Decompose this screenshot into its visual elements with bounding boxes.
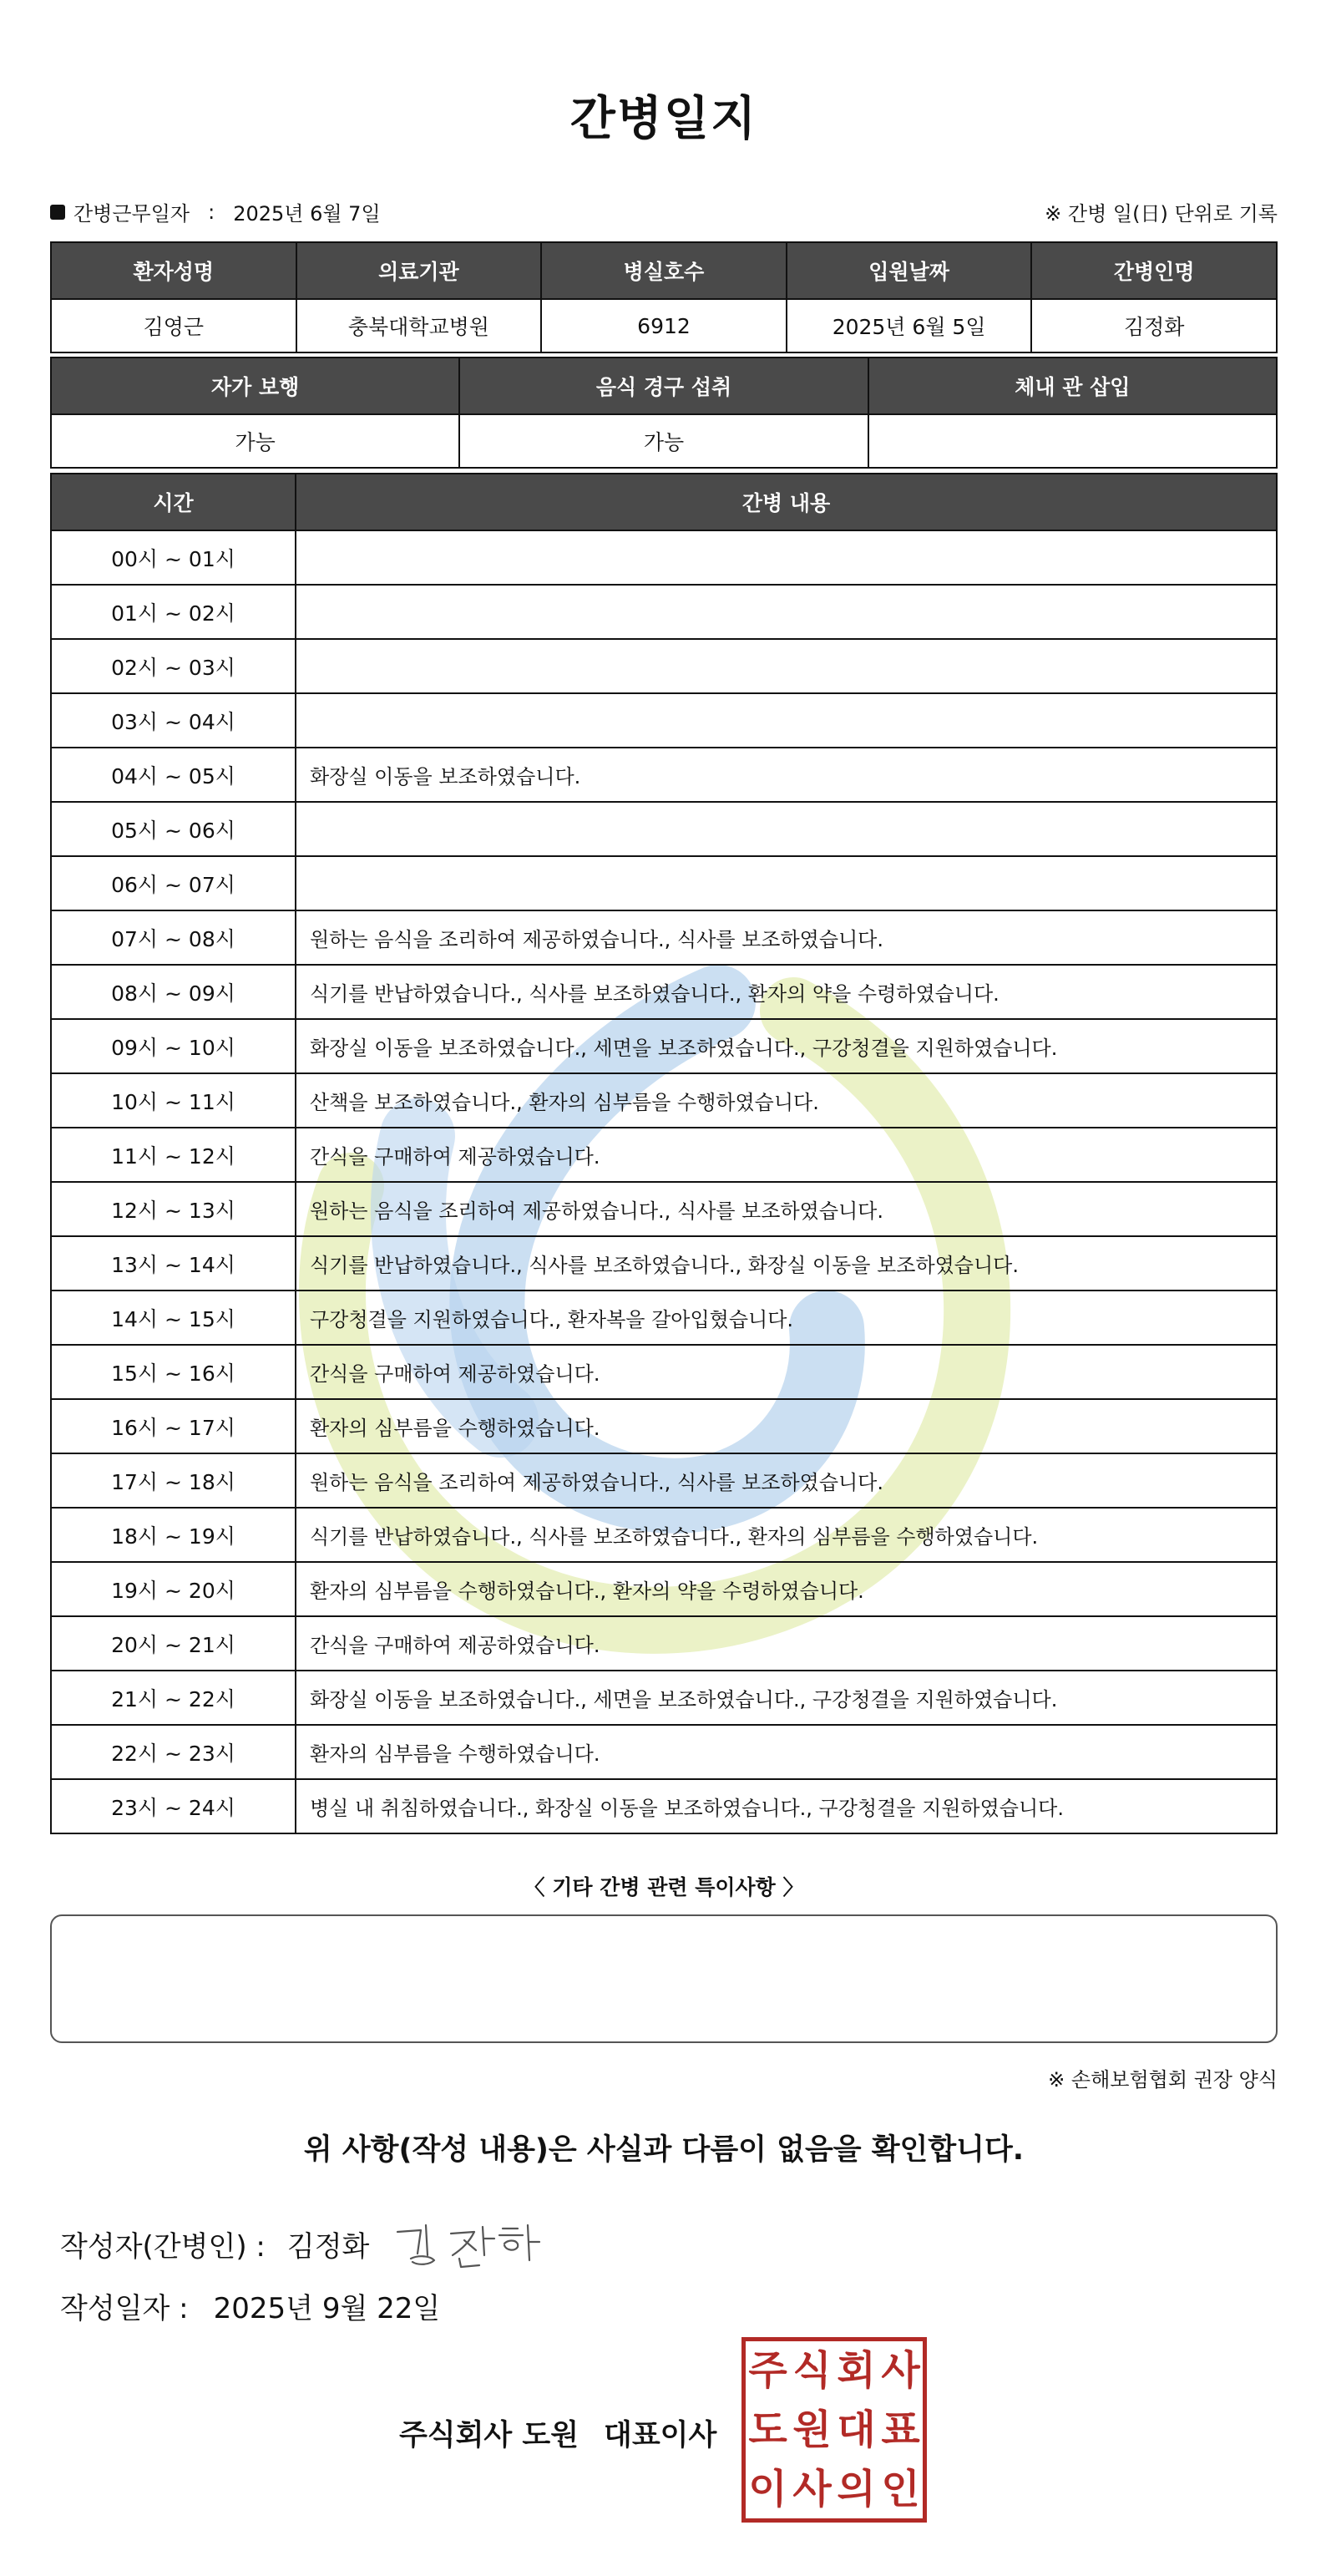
company-seal — [741, 2337, 927, 2523]
time-slot: 05시 ~ 06시 — [51, 802, 296, 856]
table-row — [51, 1671, 1277, 1725]
header-self-walking: 자가 보행 — [51, 357, 459, 414]
writer-label: 작성자(간병인) : — [60, 2229, 266, 2264]
care-date-colon: : — [208, 200, 215, 224]
time-slot: 12시 ~ 13시 — [51, 1182, 296, 1236]
care-content: 식기를 반납하였습니다., 식사를 보조하였습니다., 화장실 이동을 보조하였습니다. — [296, 1236, 1277, 1291]
care-content — [296, 639, 1277, 693]
company-rep-title: 대표이사 — [604, 2419, 717, 2452]
time-slot: 14시 ~ 15시 — [51, 1291, 296, 1345]
time-slot: 10시 ~ 11시 — [51, 1073, 296, 1128]
header-time: 시간 — [51, 474, 296, 530]
header-hospital: 의료기관 — [296, 242, 542, 299]
care-content: 식기를 반납하였습니다., 식사를 보조하였습니다., 환자의 심부름을 수행하였습니다. — [296, 1508, 1277, 1562]
table-row — [51, 1508, 1277, 1562]
seal-character: 이 — [748, 2465, 787, 2513]
written-date-line — [60, 2285, 440, 2326]
care-content: 간식을 구매하여 제공하였습니다. — [296, 1128, 1277, 1182]
table-row — [51, 1345, 1277, 1399]
table-row — [51, 639, 1277, 693]
self-walking-value: 가능 — [51, 414, 459, 468]
table-row — [51, 802, 1277, 856]
notes-heading: 〈 기타 간병 관련 특이사항 〉 — [524, 1875, 804, 1899]
table-row — [51, 965, 1277, 1019]
time-slot: 16시 ~ 17시 — [51, 1399, 296, 1453]
table-row — [51, 1128, 1277, 1182]
table-row — [51, 1236, 1277, 1291]
care-content — [296, 530, 1277, 585]
time-slot: 18시 ~ 19시 — [51, 1508, 296, 1562]
table-row — [51, 1073, 1277, 1128]
company-line — [399, 2412, 716, 2454]
care-date-label: 간병근무일자 — [73, 202, 190, 226]
time-slot: 20시 ~ 21시 — [51, 1616, 296, 1671]
header-patient-name: 환자성명 — [51, 242, 296, 299]
care-content: 원하는 음식을 조리하여 제공하였습니다., 식사를 보조하였습니다. — [296, 1453, 1277, 1508]
care-content: 환자의 심부름을 수행하였습니다., 환자의 약을 수령하였습니다. — [296, 1562, 1277, 1616]
table-row — [51, 1779, 1277, 1833]
table-row — [51, 1725, 1277, 1779]
caregiver-name: 김정화 — [1031, 299, 1277, 352]
tube-insertion-value — [868, 414, 1277, 468]
care-content — [296, 585, 1277, 639]
time-slot: 02시 ~ 03시 — [51, 639, 296, 693]
time-slot: 07시 ~ 08시 — [51, 910, 296, 965]
care-content: 화장실 이동을 보조하였습니다., 세면을 보조하였습니다., 구강청결을 지원하였습니다. — [296, 1671, 1277, 1725]
company-name: 주식회사 도원 — [399, 2419, 579, 2452]
table-row — [51, 1291, 1277, 1345]
table-row — [51, 910, 1277, 965]
time-slot: 23시 ~ 24시 — [51, 1779, 296, 1833]
writer-name: 김정화 — [286, 2229, 370, 2264]
seal-character: 사 — [881, 2347, 920, 2395]
handwritten-signature — [392, 2217, 551, 2270]
care-content: 간식을 구매하여 제공하였습니다. — [296, 1616, 1277, 1671]
time-slot: 19시 ~ 20시 — [51, 1562, 296, 1616]
time-slot: 06시 ~ 07시 — [51, 856, 296, 910]
meta-row — [50, 197, 1278, 227]
care-content: 화장실 이동을 보조하였습니다., 세면을 보조하였습니다., 구강청결을 지원하였습니다. — [296, 1019, 1277, 1073]
room-number: 6912 — [541, 299, 787, 352]
care-content: 원하는 음식을 조리하여 제공하였습니다., 식사를 보조하였습니다. — [296, 1182, 1277, 1236]
care-content: 구강청결을 지원하였습니다., 환자복을 갈아입혔습니다. — [296, 1291, 1277, 1345]
seal-character: 도 — [748, 2406, 787, 2453]
seal-character: 식 — [792, 2347, 832, 2395]
header-tube-insertion: 체내 관 삽입 — [868, 357, 1277, 414]
oral-intake-value: 가능 — [459, 414, 868, 468]
written-date-label: 작성일자 : — [60, 2292, 189, 2325]
table-row — [51, 585, 1277, 639]
seal-character: 대 — [837, 2406, 876, 2453]
care-content: 병실 내 취침하였습니다., 화장실 이동을 보조하였습니다., 구강청결을 지원하였습니다. — [296, 1779, 1277, 1833]
patient-status-table — [50, 357, 1278, 469]
header-care-content: 간병 내용 — [296, 474, 1277, 530]
square-bullet-icon — [50, 205, 65, 220]
seal-character: 의 — [837, 2465, 876, 2513]
patient-name: 김영근 — [51, 299, 296, 352]
care-content: 환자의 심부름을 수행하였습니다. — [296, 1399, 1277, 1453]
care-content: 산책을 보조하였습니다., 환자의 심부름을 수행하였습니다. — [296, 1073, 1277, 1128]
time-slot: 15시 ~ 16시 — [51, 1345, 296, 1399]
care-content — [296, 802, 1277, 856]
table-row — [51, 693, 1277, 748]
form-note: ※ 손해보험협회 권장 양식 — [1048, 2068, 1278, 2092]
notes-box — [50, 1914, 1278, 2043]
time-slot: 17시 ~ 18시 — [51, 1453, 296, 1508]
care-content: 원하는 음식을 조리하여 제공하였습니다., 식사를 보조하였습니다. — [296, 910, 1277, 965]
time-slot: 04시 ~ 05시 — [51, 748, 296, 802]
care-content — [296, 693, 1277, 748]
table-row — [51, 530, 1277, 585]
seal-character: 원 — [792, 2406, 832, 2453]
time-slot: 09시 ~ 10시 — [51, 1019, 296, 1073]
table-row — [51, 1453, 1277, 1508]
unit-note: ※ 간병 일(日) 단위로 기록 — [1045, 202, 1278, 226]
time-slot: 03시 ~ 04시 — [51, 693, 296, 748]
seal-character: 사 — [792, 2465, 832, 2513]
table-row — [51, 1182, 1277, 1236]
time-slot: 22시 ~ 23시 — [51, 1725, 296, 1779]
care-content — [296, 856, 1277, 910]
seal-character: 주 — [748, 2347, 787, 2395]
written-date-value: 2025년 9월 22일 — [213, 2292, 441, 2325]
care-content: 환자의 심부름을 수행하였습니다. — [296, 1725, 1277, 1779]
header-admission-date: 입원날짜 — [787, 242, 1032, 299]
document-title: 간병일지 — [569, 92, 758, 146]
care-content: 식기를 반납하였습니다., 식사를 보조하였습니다., 환자의 약을 수령하였습니다. — [296, 965, 1277, 1019]
header-oral-intake: 음식 경구 섭취 — [459, 357, 868, 414]
table-row — [51, 1616, 1277, 1671]
care-content: 간식을 구매하여 제공하였습니다. — [296, 1345, 1277, 1399]
seal-character: 표 — [881, 2406, 920, 2453]
time-slot: 01시 ~ 02시 — [51, 585, 296, 639]
care-date-value: 2025년 6월 7일 — [233, 202, 381, 226]
seal-character: 인 — [881, 2465, 920, 2513]
patient-info-table — [50, 241, 1278, 353]
table-row — [51, 1399, 1277, 1453]
confirmation-statement: 위 사항(작성 내용)은 사실과 다름이 없음을 확인합니다. — [303, 2133, 1025, 2167]
table-row — [51, 1019, 1277, 1073]
header-caregiver-name: 간병인명 — [1031, 242, 1277, 299]
time-slot: 21시 ~ 22시 — [51, 1671, 296, 1725]
table-row — [51, 856, 1277, 910]
time-slot: 00시 ~ 01시 — [51, 530, 296, 585]
care-log-table — [50, 473, 1278, 1834]
header-room: 병실호수 — [541, 242, 787, 299]
seal-character: 회 — [837, 2347, 876, 2395]
time-slot: 08시 ~ 09시 — [51, 965, 296, 1019]
writer-line — [60, 2217, 551, 2270]
hospital-name: 충북대학교병원 — [296, 299, 542, 352]
admission-date: 2025년 6월 5일 — [787, 299, 1032, 352]
care-content: 화장실 이동을 보조하였습니다. — [296, 748, 1277, 802]
table-row — [51, 1562, 1277, 1616]
table-row — [51, 748, 1277, 802]
time-slot: 13시 ~ 14시 — [51, 1236, 296, 1291]
time-slot: 11시 ~ 12시 — [51, 1128, 296, 1182]
